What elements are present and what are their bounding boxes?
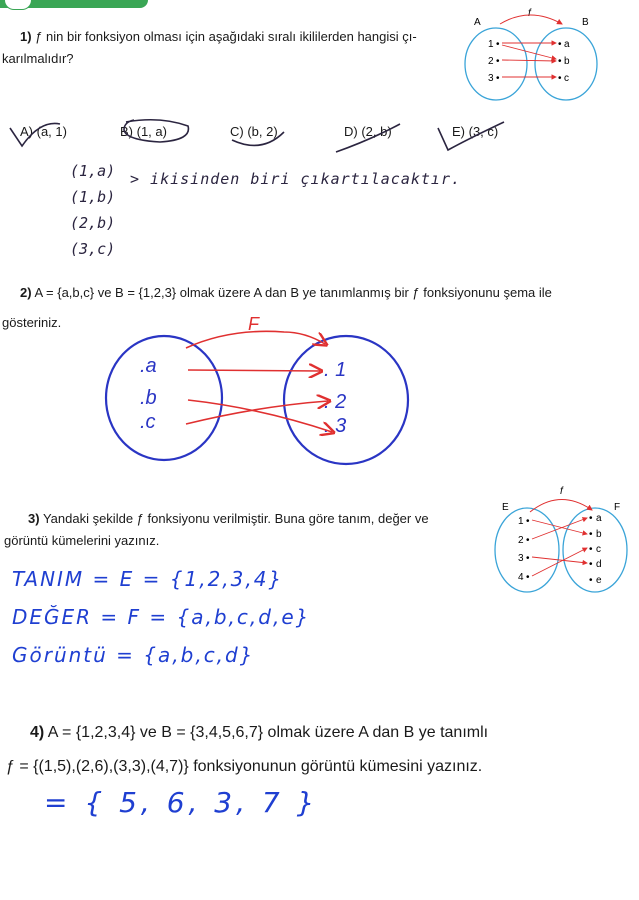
q1-text-line1: ƒ nin bir fonksiyon olması için aşağıdaki sıralı ikililerden hangisi çı- [35,29,417,44]
q1-diagram [462,4,612,104]
set-f-ellipse [563,508,627,592]
q4-text-line2: ƒ = {(1,5),(2,6),(3,3),(4,7)} fonksiyonunun görüntü kümesini yazınız. [6,758,483,775]
option-marks [0,110,639,160]
svg-text:•: • [526,553,530,564]
set-f-label: F [614,502,621,513]
func-arrow [500,15,562,24]
a-item-2: 2 [488,56,494,67]
svg-text:•: • [589,513,593,524]
q1-text-line2: karılmalıdır? [2,51,74,66]
func-label: f [560,486,563,497]
set-a-label: A [474,17,481,28]
e-item: 4 [518,572,524,583]
option-e[interactable]: E) (3, c) [452,124,499,139]
svg-text:•: • [558,56,562,67]
func-arrow [530,499,592,512]
svg-text:•: • [526,535,530,546]
q3-diagram [492,480,632,600]
q3-number: 3) [28,511,40,526]
q2-diagram [100,308,420,468]
hand-goruntu: Görüntü = {a,b,c,d} [12,643,255,667]
svg-text:•: • [589,529,593,540]
f-item: c [596,544,601,555]
mark-e [438,122,504,150]
func-label: F [248,314,259,334]
book-logo-icon [4,0,32,10]
q4-text-line1: A = {1,2,3,4} ve B = {3,4,5,6,7} olmak üzere A dan B ye tanımlı [47,724,489,741]
a-item-3: 3 [488,73,494,84]
set-e-label: E [502,502,509,513]
f-item: b [596,529,602,540]
svg-text:•: • [526,572,530,583]
mark-a [10,123,60,146]
q3-text-line1: Yandaki şekilde ƒ fonksiyonu verilmiştir. Buna göre tanım, değer ve [42,511,429,526]
e-item: 3 [518,553,524,564]
q4-hand-answer: = { 5, 6, 3, 7 } [44,786,319,819]
q4-text [6,718,634,782]
hand-pair: (3,c) [70,240,116,258]
b-item: . 3 [324,415,347,437]
svg-text:•: • [558,73,562,84]
hand-tanim: TANIM = E = {1,2,3,4} [12,567,284,591]
option-c[interactable]: C) (b, 2) [230,124,278,139]
e-item: 1 [518,516,524,527]
svg-text:•: • [496,56,500,67]
q2-number: 2) [20,285,32,300]
q3-text-line2: görüntü kümelerini yazınız. [4,533,160,548]
b-item-b: b [564,56,570,67]
func-label: f [528,8,531,19]
svg-text:•: • [589,559,593,570]
q1-number: 1) [20,29,32,44]
q4-number: 4) [30,724,45,741]
q2-text-line1: A = {a,b,c} ve B = {1,2,3} olmak üzere A dan B ye tanımlanmış bir ƒ fonksiyonunu şema ile [34,285,552,300]
svg-text:•: • [526,516,530,527]
a-item: .c [140,411,156,433]
hand-deger: DEĞER = F = {a,b,c,d,e} [12,605,311,629]
hand-pair: (2,b) [70,214,116,232]
b-item: . 2 [324,391,347,413]
arrow-a-1 [188,370,320,371]
a-item: .a [140,355,157,377]
f-item: a [596,513,602,524]
svg-text:•: • [589,544,593,555]
mark-d [336,124,400,152]
option-d[interactable]: D) (2, b) [344,124,392,139]
arrow-b-3 [188,400,332,432]
mark-b-circle [124,120,188,142]
svg-text:•: • [496,39,500,50]
f-item: d [596,559,602,570]
f-item: e [596,575,602,586]
mark-c [232,132,284,145]
q3-hand-answers [12,560,310,674]
arrow-c-2 [186,401,328,424]
q1-text [2,26,450,70]
e-item: 2 [518,535,524,546]
b-item: . 1 [324,359,347,381]
set-a-circle [106,336,222,460]
a-item: .b [140,387,157,409]
b-item-c: c [564,73,569,84]
svg-text:•: • [496,73,500,84]
set-b-label: B [582,17,589,28]
hand-pair: (1,a) [70,162,116,180]
a-item-1: 1 [488,39,494,50]
option-a[interactable]: A) (a, 1) [20,124,67,139]
q2-text-line2: gösteriniz. [2,315,62,330]
b-item-a: a [564,39,570,50]
hand-pair: (1,b) [70,188,116,206]
q3-text [4,508,482,552]
svg-text:•: • [558,39,562,50]
svg-text:•: • [589,575,593,586]
hand-note: > ikisinden biri çıkartılacaktır. [130,170,462,188]
option-b[interactable]: B) (1, a) [120,124,167,139]
hand-pairs [70,158,115,262]
